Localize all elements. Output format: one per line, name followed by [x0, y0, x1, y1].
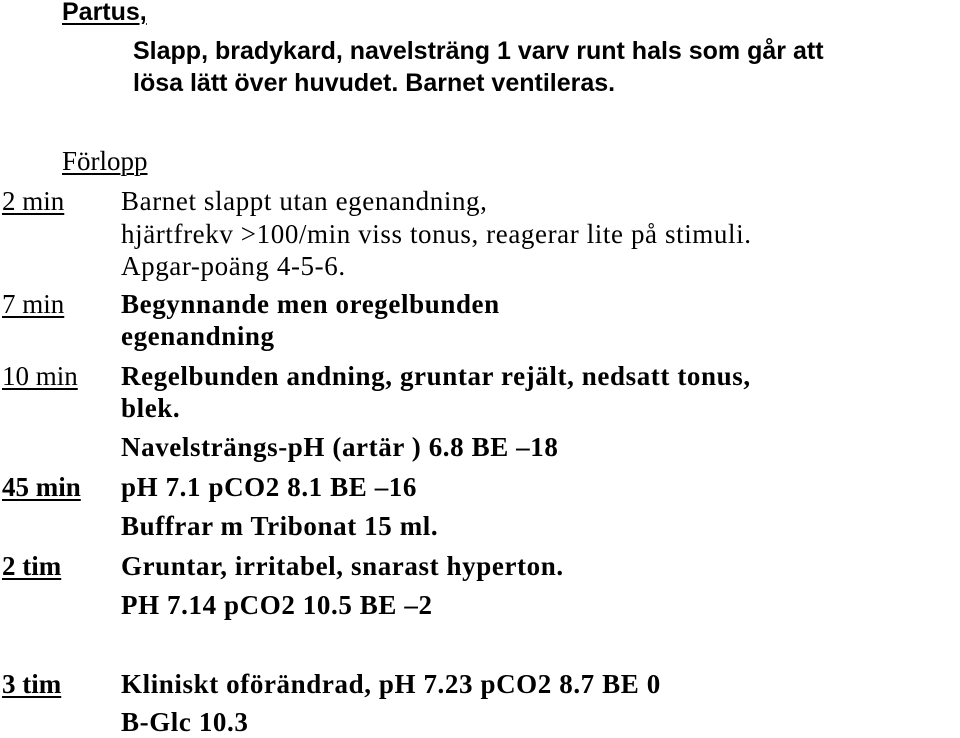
partus-text-line-2: lösa lätt över huvudet. Barnet ventileras. [133, 69, 616, 97]
time-label-2-min: 2 min [2, 186, 65, 216]
time-label-10-min: 10 min [2, 361, 78, 391]
entry-3-tim-line-2: B-Glc 10.3 [121, 707, 249, 737]
partus-text-line-1: Slapp, bradykard, navelsträng 1 varv runt hals som går att [133, 37, 824, 65]
forlopp-heading: Förlopp [62, 146, 148, 176]
entry-10-min-line-3: Navelsträngs-pH (artär ) 6.8 BE –18 [121, 432, 559, 462]
time-label-7-min: 7 min [2, 289, 65, 319]
entry-3-tim-line-1: Kliniskt oförändrad, pH 7.23 pCO2 8.7 BE 0 [121, 669, 661, 699]
entry-7-min-line-2: egenandning [121, 321, 275, 351]
time-label-45-min: 45 min [2, 472, 81, 502]
entry-2-min-line-1: Barnet slappt utan egenandning, [121, 186, 488, 216]
entry-45-min-line-1: pH 7.1 pCO2 8.1 BE –16 [121, 472, 418, 502]
entry-2-min-line-3: Apgar-poäng 4-5-6. [121, 251, 346, 281]
time-label-3-tim: 3 tim [2, 669, 62, 699]
entry-10-min-line-2: blek. [121, 393, 181, 423]
partus-heading: Partus, [62, 0, 147, 26]
entry-45-min-line-2: Buffrar m Tribonat 15 ml. [121, 511, 439, 541]
entry-2-tim-line-1: Gruntar, irritabel, snarast hyperton. [121, 551, 564, 581]
entry-2-tim-line-2: PH 7.14 pCO2 10.5 BE –2 [121, 590, 433, 620]
entry-10-min-line-1: Regelbunden andning, gruntar rejält, nedsatt tonus, [121, 361, 751, 391]
entry-7-min-line-1: Begynnande men oregelbunden [121, 289, 500, 319]
entry-2-min-line-2: hjärtfrekv >100/min viss tonus, reagerar lite på stimuli. [121, 219, 752, 249]
time-label-2-tim: 2 tim [2, 551, 62, 581]
